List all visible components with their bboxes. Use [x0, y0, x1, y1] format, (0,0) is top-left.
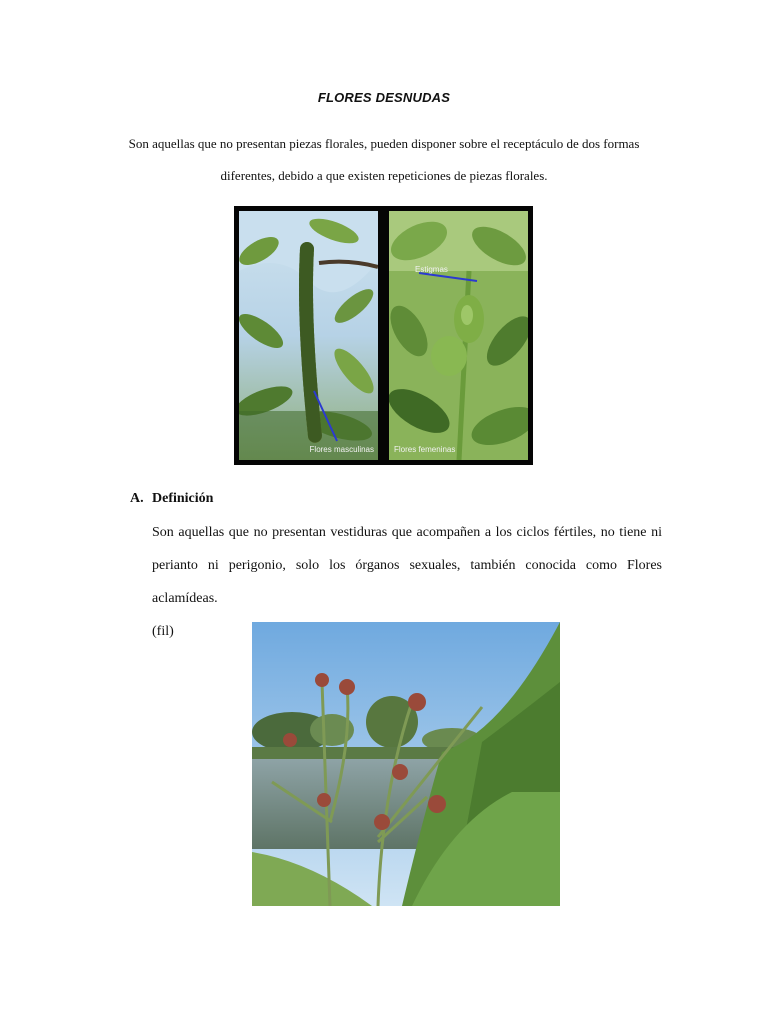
document-title: FLORES DESNUDAS — [317, 90, 451, 105]
section-a-title: Definición — [152, 491, 214, 506]
intro-line-1: Son aquellas que no presentan piezas florales, pueden disponer sobre el receptáculo de dos formas — [128, 136, 640, 151]
sedge-flowers-photo — [252, 622, 560, 906]
intro-paragraph — [96, 128, 672, 192]
female-flowers-photo — [389, 211, 528, 460]
intro-line-2: diferentes, debido a que existen repeticiones de piezas florales. — [220, 168, 548, 183]
section-a-marker: A. — [130, 491, 144, 506]
male-flowers-caption: Flores masculinas — [309, 445, 374, 454]
definition-line-3: (fil) — [152, 624, 174, 639]
female-flowers-caption: Flores femeninas — [394, 445, 456, 454]
walnut-flowers-figure — [234, 206, 533, 465]
male-flowers-photo — [239, 211, 378, 460]
definition-line-1: Son aquellas que no presentan vestiduras que acompañen a los ciclos fértiles, no tiene ni — [152, 525, 662, 540]
section-a-heading — [130, 491, 213, 507]
stigmas-label: Estigmas — [415, 265, 448, 274]
definition-line-2: perianto ni perigonio, solo los órganos sexuales, también conocida como Flores aclamídeas. — [152, 558, 662, 606]
